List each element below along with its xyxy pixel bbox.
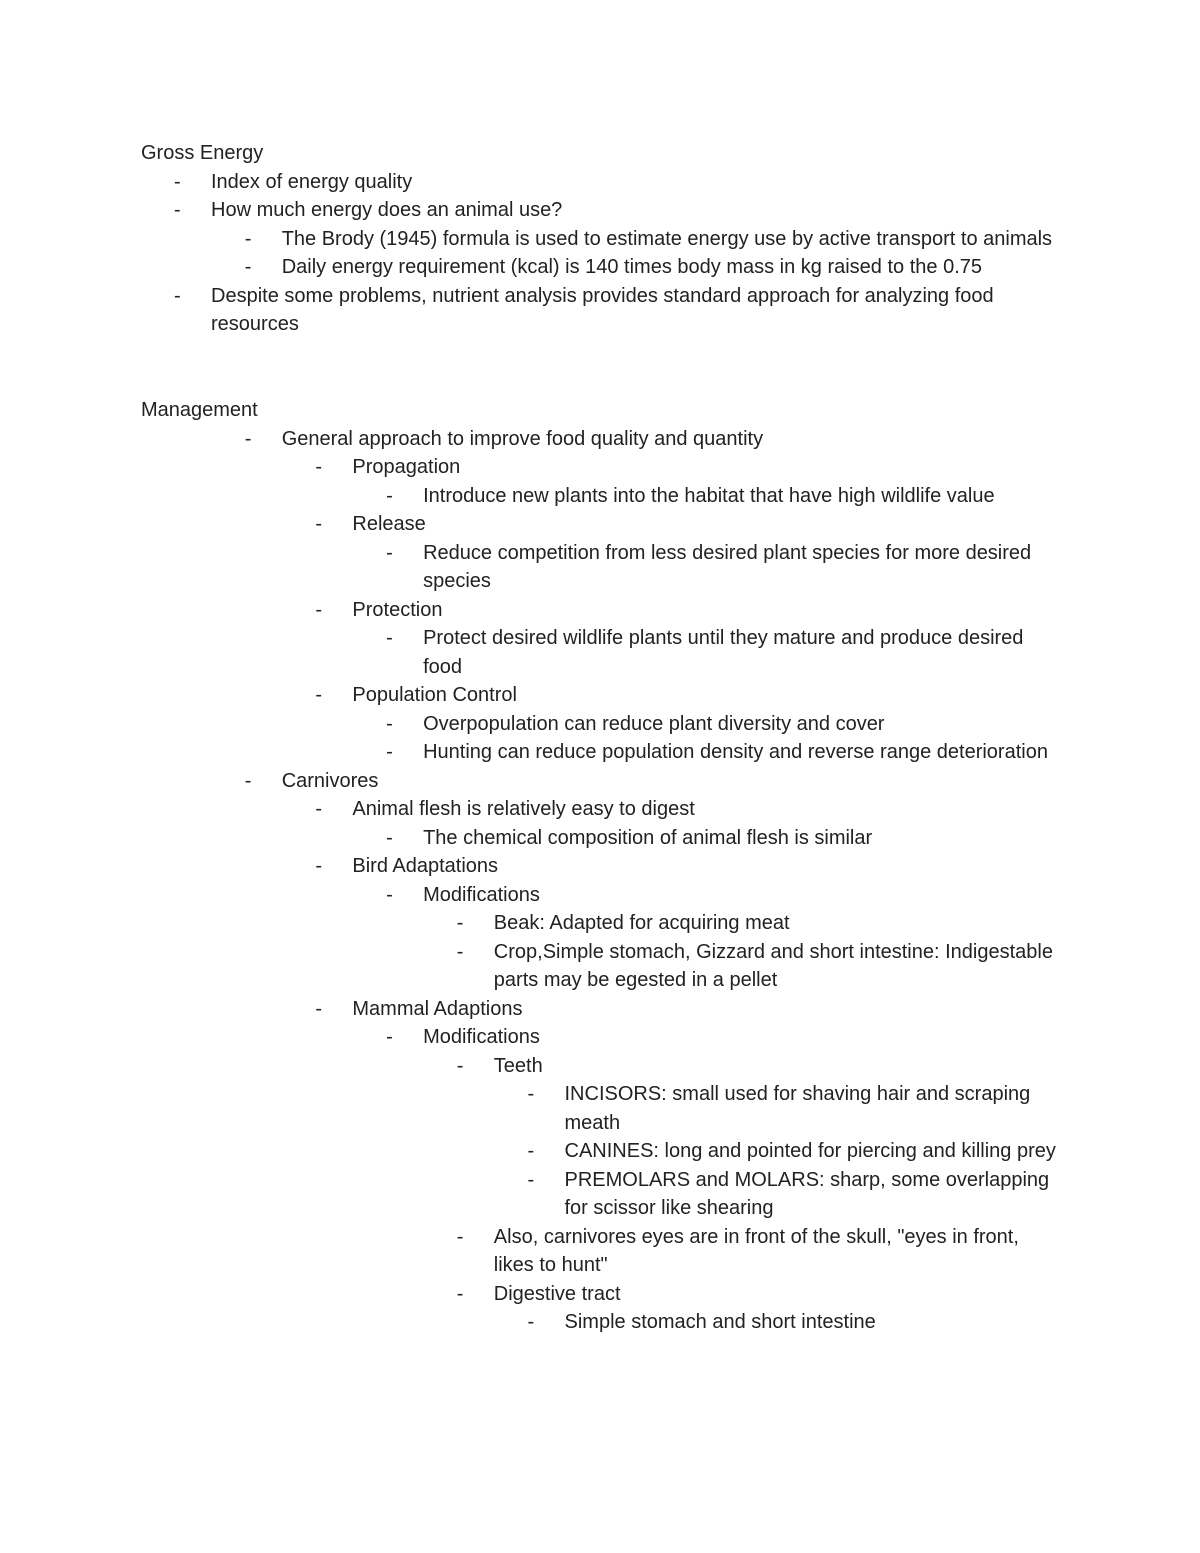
- section-management: [141, 396, 1081, 1337]
- list-item-text: Index of energy quality: [211, 170, 413, 193]
- list-item-text: Teeth: [493, 1054, 543, 1077]
- list-item-text: Mammal Adaptions: [352, 997, 523, 1020]
- list-item: [141, 1080, 1081, 1137]
- list-item: [141, 852, 1081, 881]
- section-gross-energy: [141, 139, 1081, 339]
- bullet-dash: -: [174, 284, 181, 307]
- list-item-text: Beak: Adapted for acquiring meat: [493, 912, 790, 934]
- bullet-dash: -: [386, 741, 393, 763]
- list-item: [141, 795, 1081, 824]
- list-item-text: CANINES: long and pointed for piercing and killing prey: [564, 1140, 1056, 1162]
- bullet-dash: -: [244, 427, 252, 450]
- bullet-list: [141, 425, 1081, 1337]
- list-item: [141, 681, 1081, 710]
- list-item-text: Propagation: [352, 456, 461, 478]
- list-item: [141, 767, 1081, 796]
- list-item: [141, 196, 1081, 225]
- list-item: [141, 253, 1081, 282]
- list-item-text: Animal flesh is relatively easy to digest: [352, 798, 695, 820]
- bullet-dash: -: [244, 256, 252, 278]
- list-item: [141, 282, 1081, 339]
- list-item: [141, 425, 1081, 454]
- bullet-dash: -: [386, 883, 393, 906]
- list-item-text: Also, carnivores eyes are in front of the skull, "eyes in front, likes to hunt": [493, 1225, 1019, 1276]
- list-item: [141, 624, 1081, 681]
- list-item-text: Overpopulation can reduce plant diversity and cover: [423, 712, 885, 735]
- bullet-dash: -: [315, 798, 323, 820]
- list-item-text: Hunting can reduce population density and reverse range deterioration: [423, 741, 1048, 763]
- list-item-text: Simple stomach and short intestine: [564, 1311, 876, 1333]
- bullet-dash: -: [386, 712, 393, 735]
- list-item: [141, 482, 1081, 511]
- list-item: [141, 1166, 1081, 1223]
- bullet-dash: -: [456, 1054, 464, 1077]
- list-item-text: The Brody (1945) formula is used to estimate energy use by active transport to animals: [281, 227, 1053, 250]
- list-item: [141, 539, 1081, 596]
- list-item: [141, 1280, 1081, 1309]
- list-item-text: Modifications: [423, 1026, 540, 1048]
- bullet-dash: -: [315, 684, 323, 706]
- list-item-text: Reduce competition from less desired plant species for more desired species: [423, 541, 1032, 592]
- bullet-dash: -: [315, 598, 323, 621]
- list-item-text: Bird Adaptations: [352, 855, 499, 877]
- list-item: [141, 995, 1081, 1024]
- list-item-text: Crop,Simple stomach, Gizzard and short intestine: Indigestable parts may be egested in a pellet: [493, 940, 1053, 991]
- bullet-dash: -: [315, 855, 323, 877]
- list-item-text: Population Control: [352, 684, 517, 706]
- bullet-dash: -: [174, 170, 181, 193]
- list-item: [141, 1023, 1081, 1052]
- bullet-dash: -: [315, 456, 323, 478]
- list-item: [141, 824, 1081, 853]
- list-item: [141, 938, 1081, 995]
- bullet-dash: -: [527, 1311, 535, 1333]
- bullet-dash: -: [456, 1225, 464, 1248]
- list-item-text: Release: [352, 513, 426, 535]
- bullet-dash: -: [527, 1140, 535, 1162]
- bullet-dash: -: [386, 484, 393, 507]
- list-item-text: PREMOLARS and MOLARS: sharp, some overlapping for scissor like shearing: [564, 1168, 1050, 1219]
- bullet-dash: -: [386, 826, 393, 849]
- bullet-dash: -: [527, 1083, 535, 1105]
- list-item-text: Despite some problems, nutrient analysis provides standard approach for analyzing food resources: [211, 284, 994, 335]
- list-item: [141, 1223, 1081, 1280]
- bullet-dash: -: [386, 627, 393, 649]
- list-item: [141, 738, 1081, 767]
- list-item-text: Daily energy requirement (kcal) is 140 times body mass in kg raised to the 0.75: [281, 256, 983, 278]
- list-item: [141, 881, 1081, 910]
- list-item-text: Modifications: [423, 883, 540, 906]
- list-item-text: INCISORS: small used for shaving hair and scraping meath: [564, 1083, 1031, 1134]
- list-item: [141, 510, 1081, 539]
- list-item: [141, 596, 1081, 625]
- list-item: [141, 1308, 1081, 1337]
- list-item-text: Introduce new plants into the habitat that have high wildlife value: [423, 484, 995, 507]
- bullet-dash: -: [456, 912, 464, 934]
- bullet-dash: -: [244, 227, 252, 250]
- list-item-text: Protection: [352, 598, 443, 621]
- bullet-dash: -: [386, 1026, 393, 1048]
- bullet-dash: -: [244, 769, 252, 792]
- bullet-dash: -: [315, 997, 323, 1020]
- list-item-text: Digestive tract: [493, 1282, 621, 1305]
- bullet-dash: -: [456, 1282, 464, 1305]
- section-heading: Management: [141, 399, 258, 421]
- list-item: [141, 909, 1081, 938]
- list-item: [141, 225, 1081, 254]
- bullet-dash: -: [315, 513, 323, 535]
- list-item-text: General approach to improve food quality and quantity: [281, 427, 764, 450]
- section-heading: Gross Energy: [141, 142, 264, 164]
- bullet-list: [141, 168, 1081, 339]
- list-item-text: How much energy does an animal use?: [211, 199, 563, 221]
- list-item: [141, 1052, 1081, 1081]
- list-item: [141, 453, 1081, 482]
- list-item: [141, 168, 1081, 197]
- list-item: [141, 1137, 1081, 1166]
- bullet-dash: -: [386, 541, 393, 564]
- list-item-text: The chemical composition of animal flesh is similar: [423, 826, 873, 849]
- list-item-text: Protect desired wildlife plants until they mature and produce desired food: [423, 627, 1024, 678]
- bullet-dash: -: [456, 940, 464, 963]
- list-item: [141, 710, 1081, 739]
- list-item-text: Carnivores: [281, 769, 379, 792]
- bullet-dash: -: [527, 1168, 535, 1191]
- bullet-dash: -: [174, 199, 181, 221]
